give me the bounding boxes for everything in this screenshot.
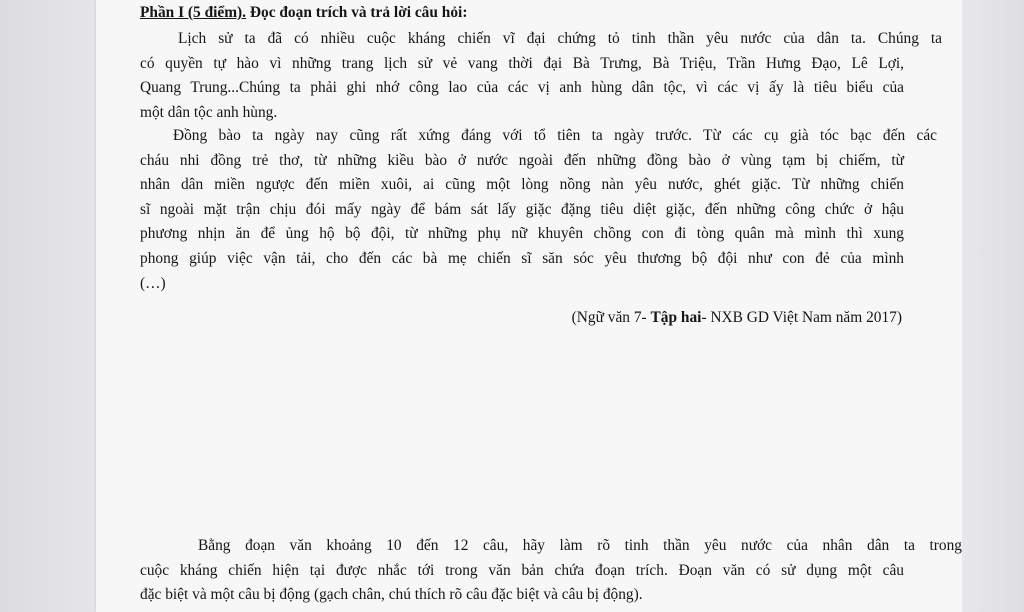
section-heading — [140, 1, 467, 26]
right-gutter — [962, 0, 1024, 612]
task-prompt — [140, 534, 962, 608]
citation-volume: Tập hai — [650, 309, 702, 326]
task-line: đặc biệt và một câu bị động (gạch chân, chú thích rõ câu đặc biệt và câu bị động). — [140, 586, 643, 604]
paragraph-line: Đồng bào ta ngày nay cũng rất xứng đáng với tổ tiên ta ngày trước. Từ các cụ già tóc bạc đến các — [173, 127, 937, 144]
paragraph-line: phương nhịn ăn để ủng hộ bộ đội, từ những phụ nữ khuyên chồng con đi tòng quân mà mình thì xung — [140, 225, 904, 243]
left-gutter — [0, 0, 96, 612]
paragraph-line: Lịch sử ta đã có nhiều cuộc kháng chiến vĩ đại chứng tỏ tinh thần yêu nước của dân ta. Chúng ta — [178, 30, 942, 47]
paragraph-line: một dân tộc anh hùng. — [140, 103, 278, 121]
paragraph-line: có quyền tự hào vì những trang lịch sử vẻ vang thời đại Bà Trưng, Bà Triệu, Trần Hưng Đạo, Lê Lợi, — [140, 54, 904, 72]
paragraph-line: sĩ ngoài mặt trận chịu đói mấy ngày để bám sát lấy giặc đặng tiêu diệt giặc, đến những công chức ở hậu — [140, 200, 904, 218]
task-line: Bằng đoạn văn khoảng 10 đến 12 câu, hãy làm rõ tinh thần yêu nước của nhân dân ta trong — [198, 537, 962, 554]
citation-suffix: - NXB GD Việt Nam năm 2017) — [701, 309, 902, 326]
part-label: Phần I (5 điểm). — [140, 4, 247, 21]
task-line: cuộc kháng chiến hiện tại được nhắc tới trong văn bản chứa đoạn trích. Đoạn văn có sử dụng một câu — [140, 561, 904, 579]
passage-paragraph-1 — [140, 27, 942, 125]
citation-prefix: (Ngữ văn 7- — [571, 309, 651, 326]
heading-instruction: Đọc đoạn trích và trả lời câu hỏi: — [246, 4, 468, 21]
paragraph-line: phong giúp việc vận tải, cho đến các bà mẹ chiến sĩ săn sóc yêu thương bộ đội như con đẻ của mình — [140, 249, 904, 267]
paragraph-line: (…) — [140, 274, 166, 292]
paragraph-line: Quang Trung...Chúng ta phải ghi nhớ công lao của các vị anh hùng dân tộc, vì các vị ấy là tiêu biểu của — [140, 79, 904, 97]
paragraph-line: cháu nhi đồng trẻ thơ, từ những kiều bào ở nước ngoài đến những đồng bào ở vùng tạm bị chiếm, từ — [140, 151, 904, 169]
paragraph-line: nhân dân miền ngược đến miền xuôi, ai cũng một lòng nồng nàn yêu nước, ghét giặc. Từ những chiến — [140, 176, 904, 194]
source-citation — [572, 306, 902, 331]
passage-paragraph-2 — [140, 124, 937, 296]
